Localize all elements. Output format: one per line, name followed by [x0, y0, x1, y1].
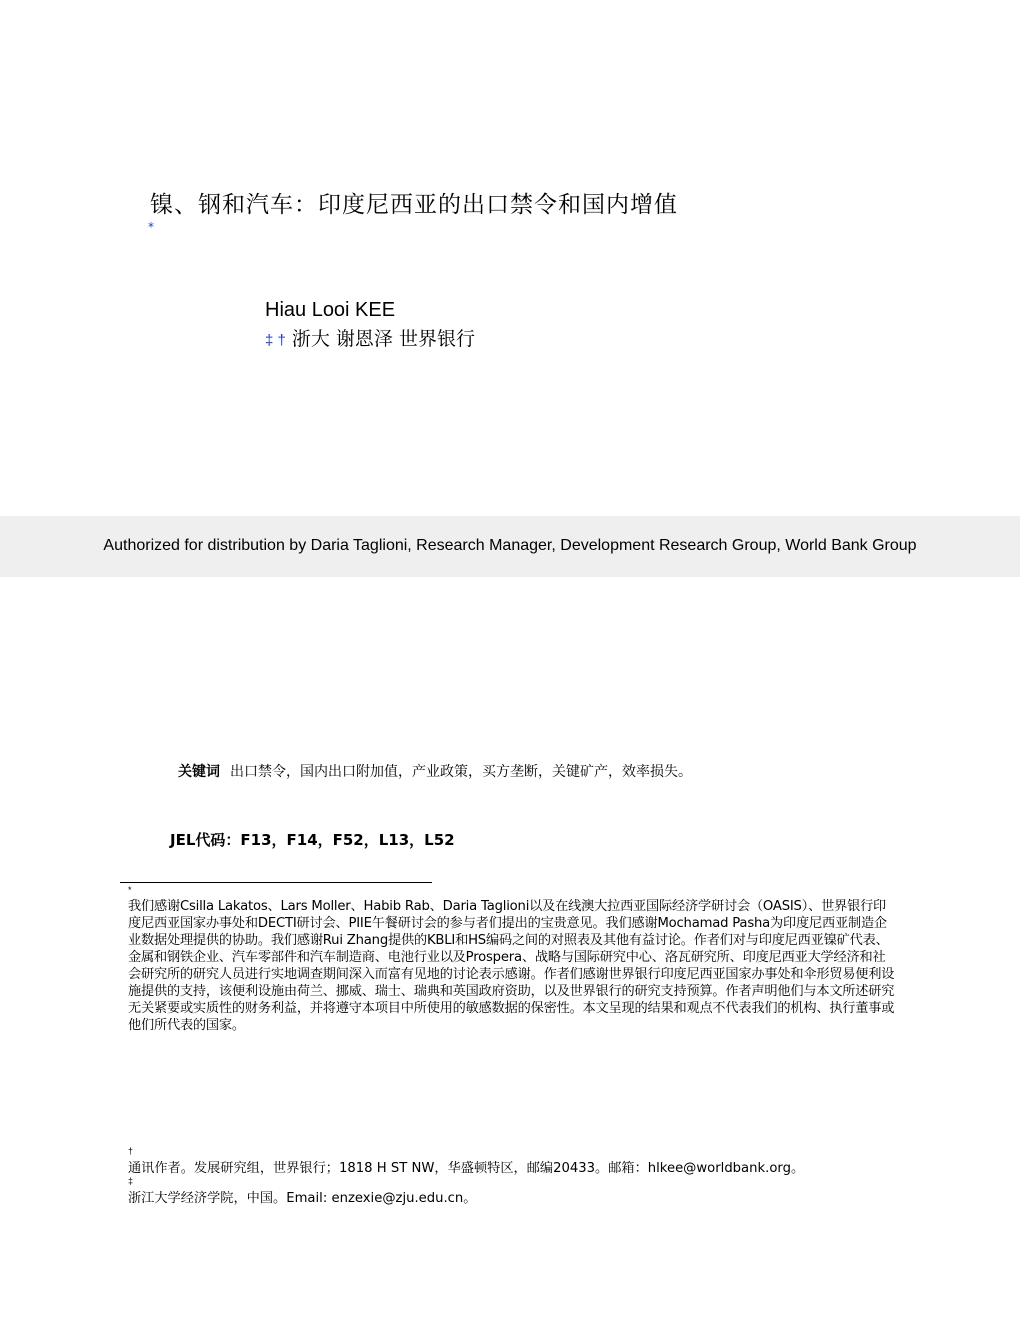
footnote-3-mark: ‡	[128, 1176, 134, 1186]
footnote-divider	[120, 882, 432, 883]
footnote-2-mark: †	[128, 1146, 134, 1156]
author-affiliation: 浙大 谢恩泽 世界银行	[291, 328, 475, 350]
author-footnote-marks[interactable]: ‡ †	[265, 332, 286, 349]
paper-title: 镍、钢和汽车：印度尼西亚的出口禁令和国内增值	[150, 192, 678, 218]
footnote-1-mark: *	[128, 885, 132, 895]
keywords	[178, 761, 692, 781]
distribution-statement: Authorized for distribution by Daria Taglioni, Research Manager, Development Research Group, World Bank Group	[103, 537, 917, 554]
footnote-2-text: 通讯作者。发展研究组，世界银行；1818 H ST NW，华盛顿特区，邮编20433。邮箱：hlkee@worldbank.org。	[128, 1161, 805, 1176]
jel-codes: JEL代码：F13，F14，F52，L13，L52	[170, 831, 455, 849]
author-affiliation-line	[265, 324, 475, 351]
footnote-3-text: 浙江大学经济学院，中国。Email: enzexie@zju.edu.cn。	[128, 1191, 477, 1206]
title-footnote-mark[interactable]: *	[148, 220, 154, 234]
author-name: Hiau Looi KEE	[265, 299, 396, 321]
footnote-1-text: 我们感谢Csilla Lakatos、Lars Moller、Habib Rab、Daria Taglioni以及在线澳大拉西亚国际经济学研讨会（OASIS）、世界银行印度尼西亚国家办事处和DECTI研讨会、PIIE午餐研讨会的参与者们提出的宝贵意见。我们感谢Mochamad Pasha为印度尼西亚制造企业数据处理提供的协助。我们感谢Rui Zhang提供的KBLI和HS编码之间的对照表及其他有益讨论。作者们对与印度尼西亚镍矿代表、金属和钢铁企业、汽车零部件和汽车制造商、电池行业以及Prospera、战略与国际研究中心、洛瓦研究所、印度尼西亚大学经济和社会研究所的研究人员进行实地调查期间深入而富有见地的讨论表示感谢。作者们感谢世界银行印度尼西亚国家办事处和伞形贸易便利设施提供的支持，该便利设施由荷兰、挪威、瑞士、瑞典和英国政府资助，以及世界银行的研究支持预算。作者声明他们与本文所述研究无关紧要或实质性的财务利益，并将遵守本项目中所使用的敏感数据的保密性。本文呈现的结果和观点不代表我们的机构、执行董事或他们所代表的国家。	[128, 899, 895, 1033]
keywords-text: 出口禁令，国内出口附加值，产业政策，买方垄断，关键矿产，效率损失。	[230, 764, 692, 780]
keywords-label: 关键词	[178, 764, 220, 780]
